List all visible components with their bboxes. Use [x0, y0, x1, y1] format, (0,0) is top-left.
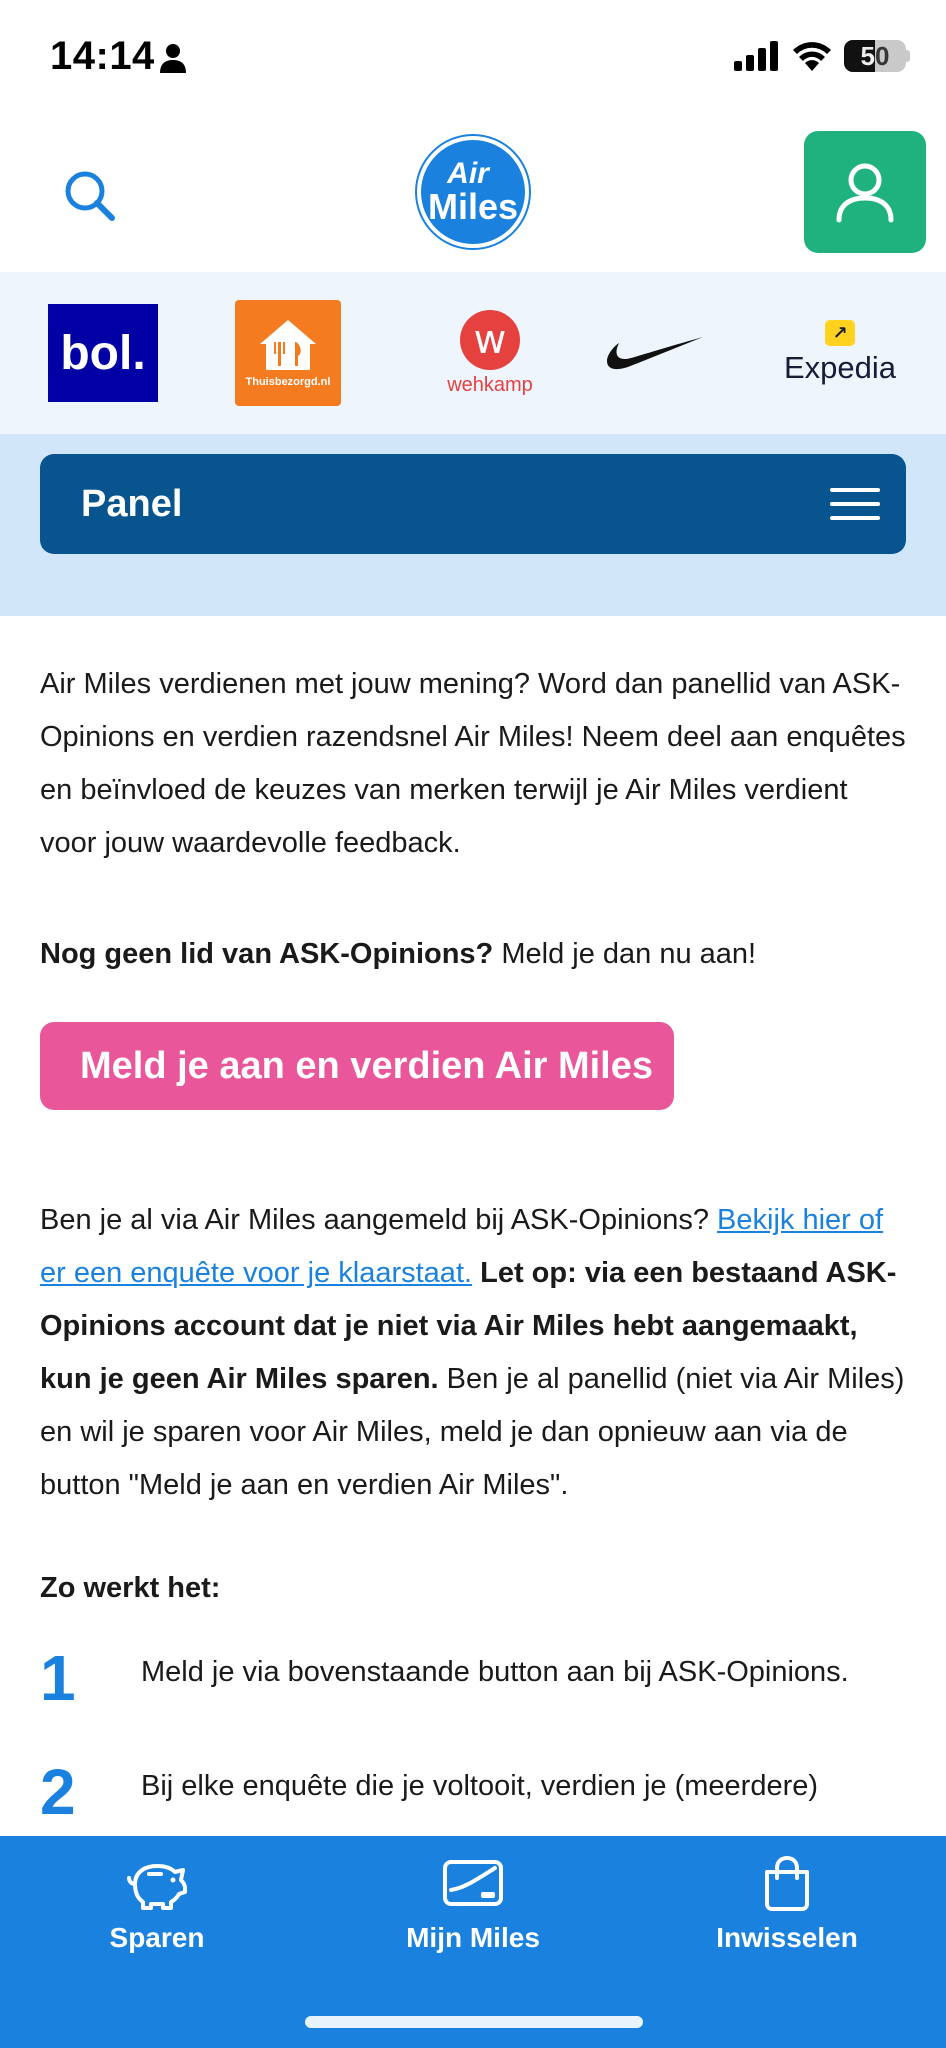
bol-logo-text: bol. [60, 326, 146, 380]
partner-thuisbezorgd[interactable] [235, 300, 341, 406]
bottom-navigation [0, 1836, 946, 2048]
status-time: 14:14 [50, 34, 155, 78]
battery-level: 50 [860, 40, 890, 71]
wehkamp-label: wehkamp [447, 373, 533, 396]
logo-text-air: Air [447, 157, 489, 190]
search-button[interactable] [62, 168, 118, 224]
status-bar [0, 0, 946, 118]
existing-end-text: Ben je al panellid (niet via Air Miles) en wil je sparen voor Air Miles, meld je dan opnieuw aan via de button "Meld je aan en verdien Air Miles". [40, 1363, 905, 1501]
nav-sparen[interactable] [47, 1854, 267, 1954]
nav-label: Inwisselen [716, 1922, 858, 1953]
search-icon [62, 168, 118, 224]
signup-bold-text: Nog geen lid van ASK-Opinions? [40, 938, 494, 970]
nav-label: Sparen [109, 1922, 205, 1953]
step-text: Meld je via bovenstaande button aan bij ASK-Opinions. [141, 1656, 849, 1688]
hamburger-menu-icon[interactable] [830, 488, 880, 520]
piggy-bank-icon [125, 1854, 189, 1912]
signup-button[interactable]: Meld je aan en verdien Air Miles [40, 1022, 674, 1110]
status-icons [734, 40, 910, 72]
wehkamp-icon: w [460, 310, 520, 370]
shopping-bag-icon [755, 1854, 819, 1912]
step-text: Bij elke enquête die je voltooit, verdien je (meerdere) [141, 1770, 819, 1802]
panel-menu-bar[interactable] [40, 454, 906, 554]
logo-text-miles: Miles [427, 186, 519, 227]
account-icon [833, 160, 897, 224]
panel-title: Panel [81, 482, 183, 525]
battery-cap [906, 50, 910, 62]
person-icon [158, 42, 188, 74]
battery-icon [844, 40, 910, 72]
partner-wehkamp[interactable] [420, 302, 560, 404]
partner-bol[interactable] [48, 304, 158, 402]
existing-member-paragraph [40, 1194, 906, 1512]
signup-text: Meld je dan nu aan! [493, 938, 757, 970]
wifi-icon [792, 41, 832, 71]
warning-bold-text: Let op: via een bestaand ASK-Opinions account dat je niet via Air Miles hebt aangemaakt, kun je geen Air Miles sparen. [40, 1257, 897, 1395]
battery-body [844, 40, 906, 72]
signup-paragraph [40, 928, 906, 981]
air-miles-logo[interactable] [417, 136, 529, 248]
partner-expedia[interactable] [770, 302, 910, 404]
expedia-label: Expedia [783, 350, 897, 385]
panel-section [0, 434, 946, 616]
step-number: 2 [40, 1756, 76, 1828]
home-indicator[interactable] [305, 2016, 643, 2028]
house-cutlery-icon [258, 318, 318, 372]
app-header [0, 118, 946, 272]
nav-inwisselen[interactable] [677, 1854, 897, 1954]
signal-icon [734, 41, 780, 71]
nav-label: Mijn Miles [406, 1922, 540, 1953]
how-it-works-title: Zo werkt het: [40, 1572, 221, 1604]
account-button[interactable] [804, 131, 926, 253]
thuisbezorgd-label: Thuisbezorgd.nl [245, 376, 331, 388]
nav-mijn-miles[interactable] [363, 1854, 583, 1954]
survey-check-link[interactable]: Bekijk hier of er een enquête voor je klaarstaat. [40, 1204, 884, 1289]
partner-nike[interactable] [600, 302, 710, 404]
intro-paragraph: Air Miles verdienen met jouw mening? Word dan panellid van ASK-Opinions en verdien razendsnel Air Miles! Neem deel aan enquêtes en beïnvloed de keuzes van merken terwijl je Air Miles verdient voor jouw waardevolle feedback. [40, 668, 906, 859]
expedia-icon: ↗ [825, 320, 855, 346]
existing-intro-text: Ben je al via Air Miles aangemeld bij ASK-Opinions? [40, 1204, 718, 1236]
partner-logos [0, 272, 946, 434]
card-icon [441, 1854, 505, 1912]
nike-swoosh-icon [605, 333, 705, 373]
step-number: 1 [40, 1642, 76, 1714]
